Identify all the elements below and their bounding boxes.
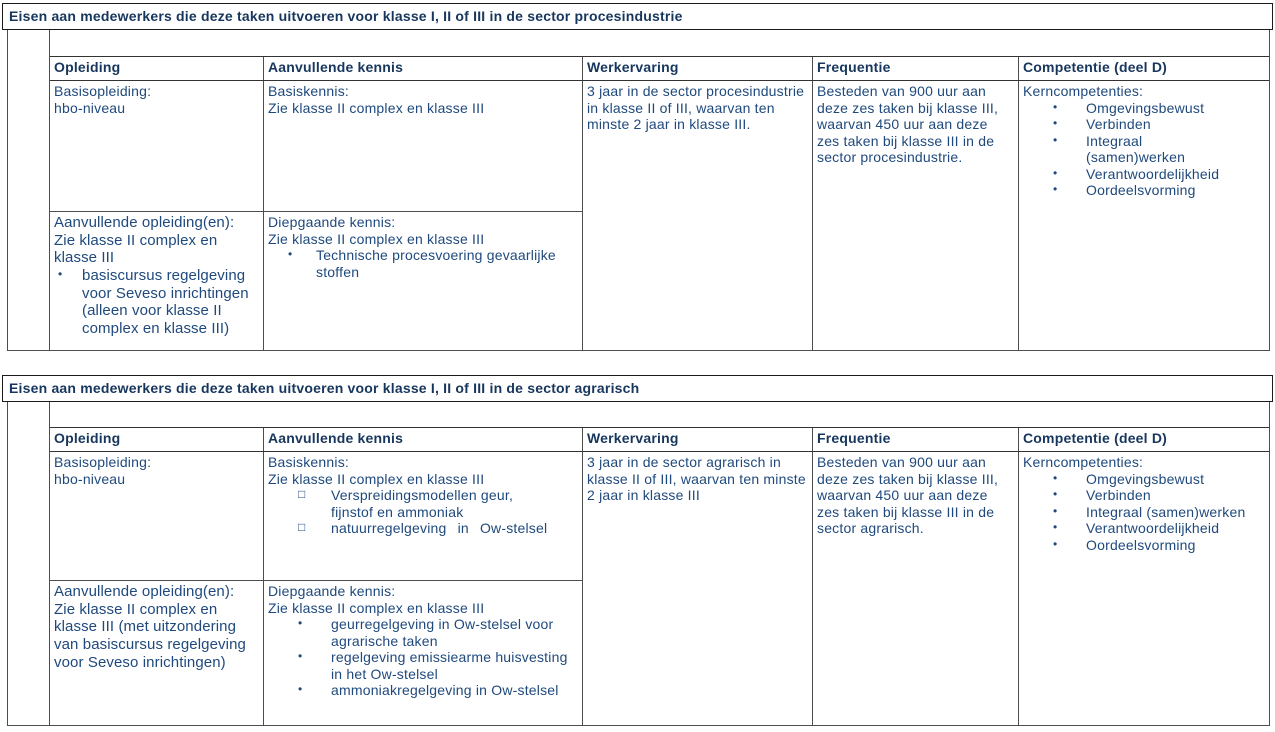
list-item <box>268 247 578 280</box>
column-header-row <box>50 56 1269 81</box>
basiskennis-label: Basiskennis: <box>268 83 349 99</box>
list-item <box>1023 116 1265 133</box>
list-item-text: Omgevingsbewust <box>1086 470 1205 487</box>
bullet-icon: • <box>1053 116 1058 131</box>
list-item-text: Integraal (samen)werken <box>1086 503 1246 520</box>
basiskennis-label: Basiskennis: <box>268 454 349 470</box>
aanvullende-opleiding-list <box>54 267 259 338</box>
list-item-text: natuurregelgeving in Ow-stelsel <box>331 520 548 537</box>
frequentie-text: Besteden van 900 uur aan deze zes taken bij klasse III, waarvan 450 uur aan deze zes taken bij klasse III in de sector agrarisch. <box>817 454 999 537</box>
bullet-icon: • <box>1053 520 1058 535</box>
column-header-werkervaring: Werkervaring <box>582 57 812 80</box>
cell-werkervaring <box>582 81 812 350</box>
cell-basiskennis <box>263 81 582 211</box>
basisopleiding-value: hbo-niveau <box>54 470 126 487</box>
list-item <box>268 487 578 520</box>
list-item <box>1023 520 1265 537</box>
aanvullende-opleiding-label: Aanvullende opleiding(en): <box>54 214 235 231</box>
bullet-icon: • <box>298 682 303 697</box>
list-item-text: regelgeving emissiearme huisvesting in het Ow-stelsel <box>331 649 568 682</box>
cell-frequentie <box>812 452 1018 725</box>
list-item <box>1023 100 1265 117</box>
column-header-aanvullende-kennis: Aanvullende kennis <box>263 57 582 80</box>
diepgaande-kennis-label: Diepgaande kennis: <box>268 583 396 599</box>
table-rows <box>50 452 1269 725</box>
list-item <box>268 520 578 537</box>
cell-basiskennis <box>263 452 582 580</box>
square-bullet-icon: □ <box>298 520 306 535</box>
table-title-bar <box>2 3 1273 30</box>
bullet-icon: • <box>1053 182 1058 197</box>
kerncompetenties-list <box>1023 100 1265 199</box>
kerncompetenties-label: Kerncompetenties: <box>1023 454 1144 470</box>
bullet-icon: • <box>1053 132 1058 147</box>
basiskennis-list <box>268 487 578 537</box>
aanvullende-opleiding-label: Aanvullende opleiding(en): <box>54 583 235 600</box>
column-header-frequentie: Frequentie <box>812 428 1018 451</box>
bullet-icon: • <box>58 267 63 282</box>
basisopleiding-label: Basisopleiding: <box>54 454 152 470</box>
table-content <box>50 402 1269 725</box>
eisen-table-procesindustrie <box>2 3 1273 351</box>
bullet-icon: • <box>1053 470 1058 485</box>
diepgaande-kennis-list <box>268 247 578 280</box>
diepgaande-kennis-label: Diepgaande kennis: <box>268 214 396 230</box>
list-item-text: geurregelgeving in Ow-stelsel voor agrarische taken <box>331 616 554 649</box>
eisen-table-agrarisch <box>2 375 1273 726</box>
column-header-opleiding: Opleiding <box>54 59 121 75</box>
column-header-competentie: Competentie (deel D) <box>1018 428 1269 451</box>
gutter-column <box>8 402 50 725</box>
list-item-text: basiscursus regelgeving voor Seveso inrichtingen (alleen voor klasse II complex en klasse III) <box>82 267 249 338</box>
bullet-icon: • <box>1053 536 1058 551</box>
cell-diepgaande-kennis <box>263 211 582 350</box>
bullet-icon: • <box>288 247 293 262</box>
bullet-icon: • <box>1053 503 1058 518</box>
list-item <box>268 616 578 649</box>
kerncompetenties-list <box>1023 471 1265 554</box>
table-content <box>50 30 1269 350</box>
basiskennis-value: Zie klasse II complex en klasse III <box>268 99 485 116</box>
column-header-frequentie: Frequentie <box>812 57 1018 80</box>
cell-aanvullende-opleiding <box>50 211 263 350</box>
diepgaande-kennis-list <box>268 616 578 699</box>
table-title-bar <box>2 375 1273 402</box>
diepgaande-kennis-value: Zie klasse II complex en klasse III <box>268 230 485 247</box>
spacer-row <box>50 30 1269 56</box>
list-item <box>1023 182 1265 199</box>
list-item <box>1023 487 1265 504</box>
cell-basisopleiding <box>50 452 263 580</box>
frequentie-text: Besteden van 900 uur aan deze zes taken bij klasse III, waarvan 450 uur aan deze zes taken bij klasse III in de sector procesindustrie. <box>817 83 999 166</box>
list-item-text: Omgevingsbewust <box>1086 99 1205 116</box>
list-item <box>268 649 578 682</box>
cell-basisopleiding <box>50 81 263 211</box>
werkervaring-text: 3 jaar in de sector agrarisch in klasse II of III, waarvan ten minste 2 jaar in klasse III <box>587 454 806 504</box>
column-header-competentie: Competentie (deel D) <box>1018 57 1269 80</box>
aanvullende-opleiding-value: Zie klasse II complex en klasse III <box>54 231 218 267</box>
table-title: Eisen aan medewerkers die deze taken uitvoeren voor klasse I, II of III in de sector agrarisch <box>9 380 640 396</box>
cell-competentie <box>1018 452 1269 725</box>
werkervaring-text: 3 jaar in de sector procesindustrie in klasse II of III, waarvan ten minste 2 jaar in klasse III. <box>587 83 805 133</box>
list-item-text: Verbinden <box>1086 116 1151 133</box>
list-item-text: Verspreidingsmodellen geur, fijnstof en ammoniak <box>331 487 514 520</box>
table-title: Eisen aan medewerkers die deze taken uitvoeren voor klasse I, II of III in de sector procesindustrie <box>9 8 683 24</box>
basisopleiding-label: Basisopleiding: <box>54 83 152 99</box>
list-item-text: Technische procesvoering gevaarlijke stoffen <box>316 247 556 280</box>
list-item-text: Oordeelsvorming <box>1086 182 1196 199</box>
bullet-icon: • <box>298 616 303 631</box>
table-body-box <box>7 402 1270 726</box>
list-item <box>1023 471 1265 488</box>
list-item <box>1023 133 1265 166</box>
square-bullet-icon: □ <box>298 487 306 502</box>
column-header-row <box>50 427 1269 452</box>
aanvullende-opleiding-value: Zie klasse II complex en klasse III (met uitzondering van basiscursus regelgeving voor Seveso inrichtingen) <box>54 600 246 671</box>
cell-frequentie <box>812 81 1018 350</box>
gutter-column <box>8 30 50 350</box>
list-item-text: Oordeelsvorming <box>1086 536 1196 553</box>
cell-diepgaande-kennis <box>263 580 582 725</box>
list-item <box>1023 537 1265 554</box>
bullet-icon: • <box>1053 487 1058 502</box>
bullet-icon: • <box>1053 99 1058 114</box>
basisopleiding-value: hbo-niveau <box>54 99 126 116</box>
diepgaande-kennis-value: Zie klasse II complex en klasse III <box>268 599 485 616</box>
kerncompetenties-label: Kerncompetenties: <box>1023 83 1144 99</box>
list-item-text: ammoniakregelgeving in Ow-stelsel <box>331 682 559 699</box>
list-item <box>268 682 578 699</box>
cell-werkervaring <box>582 452 812 725</box>
list-item-text: Verantwoordelijkheid <box>1086 520 1220 537</box>
list-item-text: Verantwoordelijkheid <box>1086 165 1220 182</box>
list-item <box>54 267 259 338</box>
list-item-text: Verbinden <box>1086 487 1151 504</box>
bullet-icon: • <box>298 649 303 664</box>
table-rows <box>50 81 1269 350</box>
spacer-row <box>50 402 1269 427</box>
column-header-opleiding: Opleiding <box>54 430 121 446</box>
cell-aanvullende-opleiding <box>50 580 263 725</box>
column-header-aanvullende-kennis: Aanvullende kennis <box>263 428 582 451</box>
list-item <box>1023 504 1265 521</box>
cell-competentie <box>1018 81 1269 350</box>
table-body-box <box>7 30 1270 351</box>
basiskennis-value: Zie klasse II complex en klasse III <box>268 470 485 487</box>
list-item-text: Integraal (samen)werken <box>1086 132 1186 166</box>
column-header-werkervaring: Werkervaring <box>582 428 812 451</box>
bullet-icon: • <box>1053 165 1058 180</box>
list-item <box>1023 166 1265 183</box>
